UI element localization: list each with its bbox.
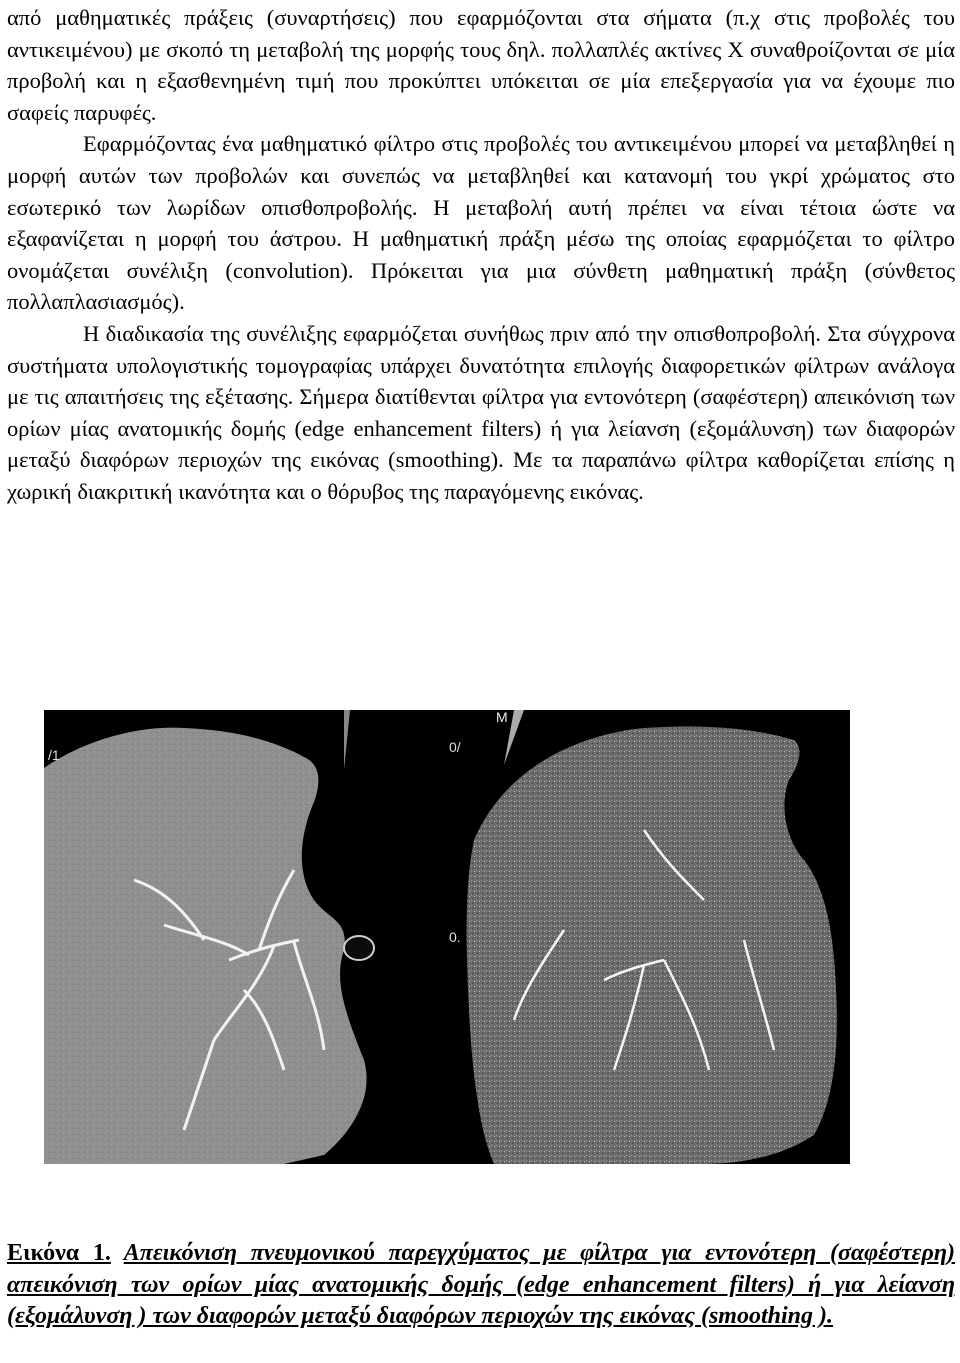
airway-left	[344, 936, 374, 960]
overlay-text: 0/	[449, 739, 461, 755]
figure-caption	[7, 1238, 955, 1333]
overlay-text: 0.	[449, 929, 461, 945]
ct-lung-figure	[44, 710, 850, 1164]
paragraph-3-text: Η διαδικασία της συνέλιξης εφαρμόζεται συνήθως πριν από την οπισθοπροβολή. Στα σύγχρονα συστήματα υπολογιστικής τομογραφίας υπάρχει δυνατότητα επιλογής διαφορετικών φίλτρων ανάλογα με τις απαιτήσεις της εξέτασης. Σήμερα διατίθενται φίλτρα για εντονότερη (σαφέστερη) απεικόνιση των ορίων μίας ανατομικής δομής (edge enhancement filters) ή για λείανση (εξομάλυνση) των διαφορών μεταξύ διαφόρων περιοχών της εικόνας (smoothing). Με τα παραπάνω φίλτρα καθορίζεται επίσης η χωρική διακριτική ικανότητα και ο θόρυβος της παραγόμενης εικόνας.	[7, 320, 955, 504]
caption-text: Απεικόνιση πνευμονικού παρεγχύματος με φίλτρα για εντονότερη (σαφέστερη) απεικόνιση των ορίων μίας ανατομικής δομής (edge enhancement filters) ή για λείανση (εξομάλυνση ) των διαφορών μεταξύ διαφόρων περιοχών της εικόνας (smoothing ).	[7, 1240, 956, 1329]
overlay-text: M	[496, 710, 508, 725]
lung-region-right	[467, 727, 837, 1165]
paragraph-2	[7, 128, 955, 318]
overlay-text: /1	[48, 747, 60, 763]
ct-images	[44, 710, 850, 1164]
caption-label: Εικόνα 1.	[7, 1240, 111, 1266]
paragraph-3	[7, 318, 955, 508]
document-page	[7, 0, 955, 508]
paragraph-1: από μαθηματικές πράξεις (συναρτήσεις) που εφαρμόζονται στα σήματα (π.χ στις προβολές του αντικειμένου) με σκοπό τη μεταβολή της μορφής τους δηλ. πολλαπλές ακτίνες X συναθροίζονται σε μία προβολή και η εξασθενημένη τιμή που προκύπτει υπόκειται σε μία επεξεργασία για να έχουμε πιο σαφείς παρυφές.	[7, 5, 955, 125]
ct-image-smooth	[44, 710, 444, 1164]
ct-image-sharp	[448, 710, 850, 1164]
paragraph-2-text: Εφαρμόζοντας ένα μαθηματικό φίλτρο στις προβολές του αντικειμένου μπορεί να μεταβληθεί η μορφή αυτών των προβολών και συνεπώς να μεταβληθεί και κατανομή του γκρί χρώματος στο εσωτερικό των λωρίδων οπισθοπροβολής. Η μεταβολή αυτή πρέπει να είναι τέτοια ώστε να εξαφανίζεται η μορφή του άστρου. Η μαθηματική πράξη μέσω της οποίας εφαρμόζεται το φίλτρο ονομάζεται συνέλιξη (convolution). Πρόκειται για μια σύνθετη μαθηματική πράξη (σύνθετος πολλαπλασιασμός).	[7, 131, 955, 315]
